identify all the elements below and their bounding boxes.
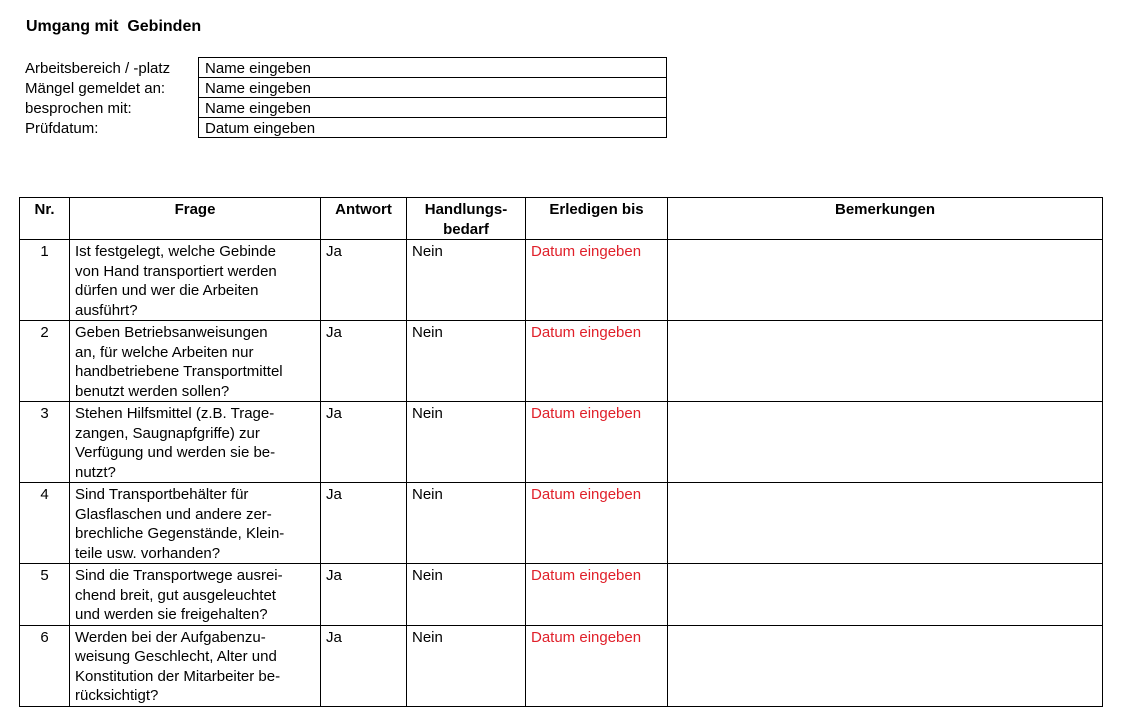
pruefdatum-field[interactable]: Datum eingeben (199, 118, 666, 138)
table-row (20, 402, 1103, 483)
header-nr: Nr. (20, 198, 70, 240)
remarks-cell[interactable] (668, 564, 1103, 626)
remarks-cell[interactable] (668, 625, 1103, 706)
label-maengel-gemeldet: Mängel gemeldet an: (25, 80, 166, 97)
row-number: 4 (20, 483, 70, 564)
answer-cell[interactable]: Ja (321, 240, 407, 321)
table-row (20, 321, 1103, 402)
header-erledigen-bis: Erledigen bis (526, 198, 668, 240)
checklist-table (19, 197, 1103, 707)
action-needed-cell[interactable]: Nein (407, 564, 526, 626)
question-cell: Werden bei der Aufgabenzu- weisung Geschlecht, Alter und Konstitution der Mitarbeiter be- rücksichtigt? (70, 625, 321, 706)
remarks-cell[interactable] (668, 483, 1103, 564)
header-antwort: Antwort (321, 198, 407, 240)
header-bemerkungen: Bemerkungen (668, 198, 1103, 240)
action-needed-cell[interactable]: Nein (407, 483, 526, 564)
action-needed-cell[interactable]: Nein (407, 402, 526, 483)
remarks-cell[interactable] (668, 402, 1103, 483)
answer-cell[interactable]: Ja (321, 564, 407, 626)
label-pruefdatum: Prüfdatum: (25, 120, 99, 137)
table-row (20, 483, 1103, 564)
question-cell: Ist festgelegt, welche Gebinde von Hand transportiert werden dürfen und wer die Arbeiten ausführt? (70, 240, 321, 321)
arbeitsbereich-field[interactable]: Name eingeben (199, 58, 666, 78)
label-besprochen-mit: besprochen mit: (25, 100, 132, 117)
info-fields (198, 57, 667, 138)
question-cell: Stehen Hilfsmittel (z.B. Trage- zangen, Saugnapfgriffe) zur Verfügung und werden sie be- nutzt? (70, 402, 321, 483)
question-cell: Sind die Transportwege ausrei- chend breit, gut ausgeleuchtet und werden sie freigehalten? (70, 564, 321, 626)
action-needed-cell[interactable]: Nein (407, 240, 526, 321)
table-row (20, 625, 1103, 706)
row-number: 1 (20, 240, 70, 321)
due-date-field[interactable]: Datum eingeben (526, 402, 668, 483)
row-number: 5 (20, 564, 70, 626)
table-row (20, 240, 1103, 321)
remarks-cell[interactable] (668, 321, 1103, 402)
action-needed-cell[interactable]: Nein (407, 625, 526, 706)
info-labels (25, 59, 170, 139)
answer-cell[interactable]: Ja (321, 402, 407, 483)
answer-cell[interactable]: Ja (321, 483, 407, 564)
label-arbeitsbereich: Arbeitsbereich / -platz (25, 60, 171, 77)
question-cell: Sind Transportbehälter für Glasflaschen und andere zer- brechliche Gegenstände, Klein- teile usw. vorhanden? (70, 483, 321, 564)
question-cell: Geben Betriebsanweisungen an, für welche Arbeiten nur handbetriebene Transportmittel benutzt werden sollen? (70, 321, 321, 402)
header-frage: Frage (70, 198, 321, 240)
answer-cell[interactable]: Ja (321, 625, 407, 706)
remarks-cell[interactable] (668, 240, 1103, 321)
besprochen-mit-field[interactable]: Name eingeben (199, 98, 666, 118)
table-header-row (20, 198, 1103, 240)
due-date-field[interactable]: Datum eingeben (526, 483, 668, 564)
due-date-field[interactable]: Datum eingeben (526, 625, 668, 706)
due-date-field[interactable]: Datum eingeben (526, 240, 668, 321)
due-date-field[interactable]: Datum eingeben (526, 321, 668, 402)
answer-cell[interactable]: Ja (321, 321, 407, 402)
header-handlungsbedarf: Handlungs- bedarf (407, 198, 526, 240)
due-date-field[interactable]: Datum eingeben (526, 564, 668, 626)
row-number: 3 (20, 402, 70, 483)
row-number: 2 (20, 321, 70, 402)
action-needed-cell[interactable]: Nein (407, 321, 526, 402)
maengel-gemeldet-field[interactable]: Name eingeben (199, 78, 666, 98)
table-row (20, 564, 1103, 626)
row-number: 6 (20, 625, 70, 706)
page-title: Umgang mit Gebinden (26, 18, 202, 35)
